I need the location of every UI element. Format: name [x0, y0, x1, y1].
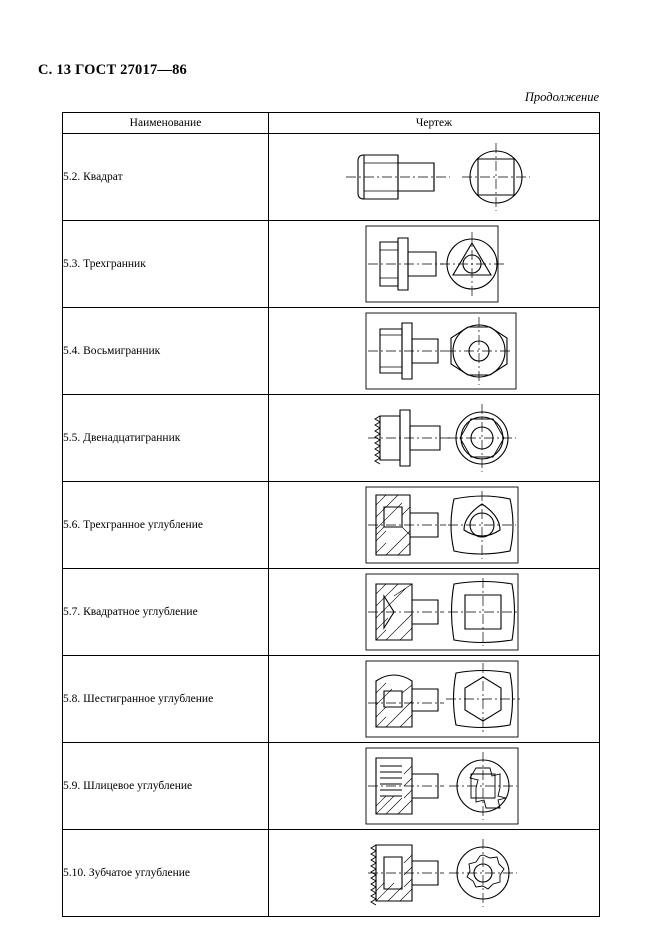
item-name: 5.8. Шестигранное углубление [63, 656, 269, 743]
item-drawing-triangular-socket [269, 482, 600, 569]
item-name: 5.6. Трехгранное углубление [63, 482, 269, 569]
item-drawing-square [269, 134, 600, 221]
table-row [63, 395, 600, 482]
item-name: 5.9. Шлицевое углубление [63, 743, 269, 830]
table-row [63, 221, 600, 308]
table-row [63, 134, 600, 221]
item-name: 5.2. Квадрат [63, 134, 269, 221]
page-number: С. 13 [38, 62, 72, 78]
item-drawing-triangular [269, 221, 600, 308]
table-row [63, 830, 600, 917]
column-header-name: Наименование [63, 113, 269, 134]
item-drawing-square-socket [269, 569, 600, 656]
item-name: 5.3. Трехгранник [63, 221, 269, 308]
item-drawing-toothed-socket [269, 830, 600, 917]
item-drawing-octagonal [269, 308, 600, 395]
table-row [63, 656, 600, 743]
item-drawing-twelve-sided [269, 395, 600, 482]
table-row [63, 308, 600, 395]
item-name: 5.5. Двенадцатигранник [63, 395, 269, 482]
item-name: 5.7. Квадратное углубление [63, 569, 269, 656]
item-drawing-spline-socket [269, 743, 600, 830]
item-name: 5.4. Восьмигранник [63, 308, 269, 395]
item-name: 5.10. Зубчатое углубление [63, 830, 269, 917]
column-header-drawing: Чертеж [269, 113, 600, 134]
table-row [63, 482, 600, 569]
table-header-row [63, 113, 600, 134]
standard-designation: ГОСТ 27017—86 [75, 62, 188, 78]
table-row [63, 743, 600, 830]
page-header [38, 62, 187, 79]
table-row [63, 569, 600, 656]
continuation-label: Продолжение [524, 90, 599, 104]
item-drawing-hexagonal-socket [269, 656, 600, 743]
specification-table [62, 112, 600, 917]
